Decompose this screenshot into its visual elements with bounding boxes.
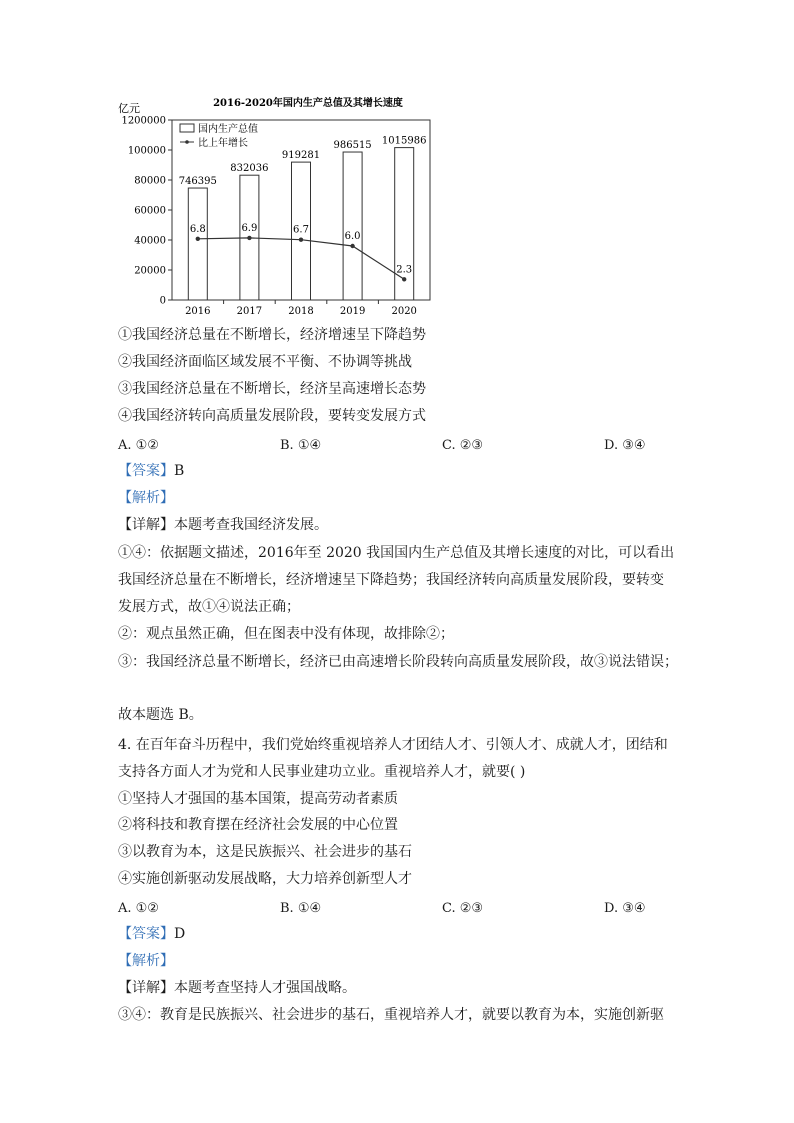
bar-label: 1015986 <box>381 135 427 147</box>
bar-label: 919281 <box>281 150 321 162</box>
y-tick-label: 100000 <box>127 145 166 157</box>
q3-detail <box>118 516 328 534</box>
legend <box>180 122 258 149</box>
q3-analysis-label: 【解析】 <box>118 490 174 506</box>
q4-option-d: D. ③④ <box>604 901 646 916</box>
q4-detail <box>118 979 356 997</box>
q3-explain-3: 发展方式，故①④说法正确； <box>118 599 300 615</box>
bar-label: 986515 <box>333 140 372 152</box>
q4-item-2: ②将科技和教育摆在经济社会发展的中心位置 <box>118 817 398 833</box>
bar-label: 832036 <box>230 163 269 175</box>
q4-stem-2: 支持各方面人才为党和人民事业建功立业。重视培养人才，就要( ) <box>118 764 526 780</box>
q3-item-4: ④我国经济转向高质量发展阶段，要转变发展方式 <box>118 408 426 424</box>
x-tick-label: 2018 <box>288 306 314 317</box>
q4-answer-value: D <box>174 926 186 942</box>
q4-option-b: B. ①④ <box>280 901 322 916</box>
growth-label: 6.7 <box>293 224 309 236</box>
legend-bar-label: 国内生产总值 <box>198 124 258 135</box>
q3-conclusion: 故本题选 B。 <box>118 707 203 723</box>
growth-point-2019 <box>350 244 354 248</box>
q4-analysis-label: 【解析】 <box>118 953 174 969</box>
q4-option-c: C. ②③ <box>442 901 484 916</box>
legend-line-marker <box>185 140 189 144</box>
q4-item-4: ④实施创新驱动发展战略，大力培养创新型人才 <box>118 871 412 887</box>
y-tick-label: 0 <box>159 295 166 307</box>
growth-point-2016 <box>196 237 200 241</box>
q4-option-a: A. ①② <box>118 901 159 916</box>
q3-option-d: D. ③④ <box>604 438 646 453</box>
y-tick-label: 80000 <box>134 175 166 187</box>
chart-ylabel: 亿元 <box>118 102 140 115</box>
q4-item-3: ③以教育为本，这是民族振兴、社会进步的基石 <box>118 844 412 860</box>
q3-option-a: A. ①② <box>118 438 159 453</box>
q3-answer-value: B <box>174 463 185 479</box>
q4-answer <box>118 925 185 943</box>
chart-title: 2016-2020年国内生产总值及其增长速度 <box>213 98 403 109</box>
x-axis <box>185 300 417 317</box>
q3-answer <box>118 462 184 480</box>
y-tick-label: 1200000 <box>121 115 166 127</box>
q4-item-1: ①坚持人才强国的基本国策，提高劳动者素质 <box>118 791 398 807</box>
q3-detail-label: 【详解】 <box>118 517 174 533</box>
growth-point-2020 <box>402 277 406 281</box>
gdp-chart <box>118 96 438 318</box>
bar-gdp-2016 <box>188 188 207 300</box>
q3-answer-label: 【答案】 <box>118 463 174 479</box>
y-tick-label: 60000 <box>134 205 166 217</box>
q3-option-c: C. ②③ <box>442 438 484 453</box>
bar-label: 746395 <box>178 176 217 188</box>
y-tick-label: 20000 <box>134 265 166 277</box>
legend-bar-swatch <box>180 124 194 132</box>
growth-label: 6.8 <box>189 223 206 235</box>
q3-item-3: ③我国经济总量在不断增长，经济呈高速增长态势 <box>118 381 426 397</box>
q3-item-1: ①我国经济总量在不断增长，经济增速呈下降趋势 <box>118 327 426 343</box>
bar-series <box>179 136 427 300</box>
growth-label: 6.9 <box>241 222 258 234</box>
legend-line-label: 比上年增长 <box>198 138 248 149</box>
growth-point-2018 <box>299 238 303 242</box>
q4-stem-1: 4. 在百年奋斗历程中，我们党始终重视培养人才团结人才、引领人才、成就人才，团结和 <box>118 737 668 753</box>
q3-option-b: B. ①④ <box>280 438 322 453</box>
y-axis <box>121 116 172 307</box>
growth-label: 6.0 <box>344 231 361 242</box>
q3-explain-1: ①④：依据题文描述，2016年至 2020 我国国内生产总值及其增长速度的对比，可以看出 <box>118 545 675 561</box>
q3-explain-2: 我国经济总量在不断增长，经济增速呈下降趋势；我国经济转向高质量发展阶段，要转变 <box>118 572 664 588</box>
x-tick-label: 2020 <box>391 306 417 317</box>
growth-label: 2.3 <box>396 264 413 276</box>
q3-detail-text: 本题考查我国经济发展。 <box>174 517 328 533</box>
q4-explain-1: ③④：教育是民族振兴、社会进步的基石，重视培养人才，就要以教育为本，实施创新驱 <box>118 1007 664 1023</box>
bar-gdp-2019 <box>343 152 362 300</box>
growth-point-2017 <box>247 236 251 240</box>
q4-detail-text: 本题考查坚持人才强国战略。 <box>174 980 356 996</box>
y-tick-label: 40000 <box>134 235 166 247</box>
q3-explain-5: ③：我国经济总量不断增长，经济已由高速增长阶段转向高质量发展阶段，故③说法错误； <box>118 654 678 670</box>
q3-item-2: ②我国经济面临区域发展不平衡、不协调等挑战 <box>118 354 412 370</box>
x-tick-label: 2016 <box>185 306 211 317</box>
q4-answer-label: 【答案】 <box>118 926 174 942</box>
q3-explain-4: ②：观点虽然正确，但在图表中没有体现，故排除②； <box>118 626 454 642</box>
x-tick-label: 2017 <box>236 306 263 317</box>
q4-detail-label: 【详解】 <box>118 980 174 996</box>
x-tick-label: 2019 <box>339 306 366 317</box>
